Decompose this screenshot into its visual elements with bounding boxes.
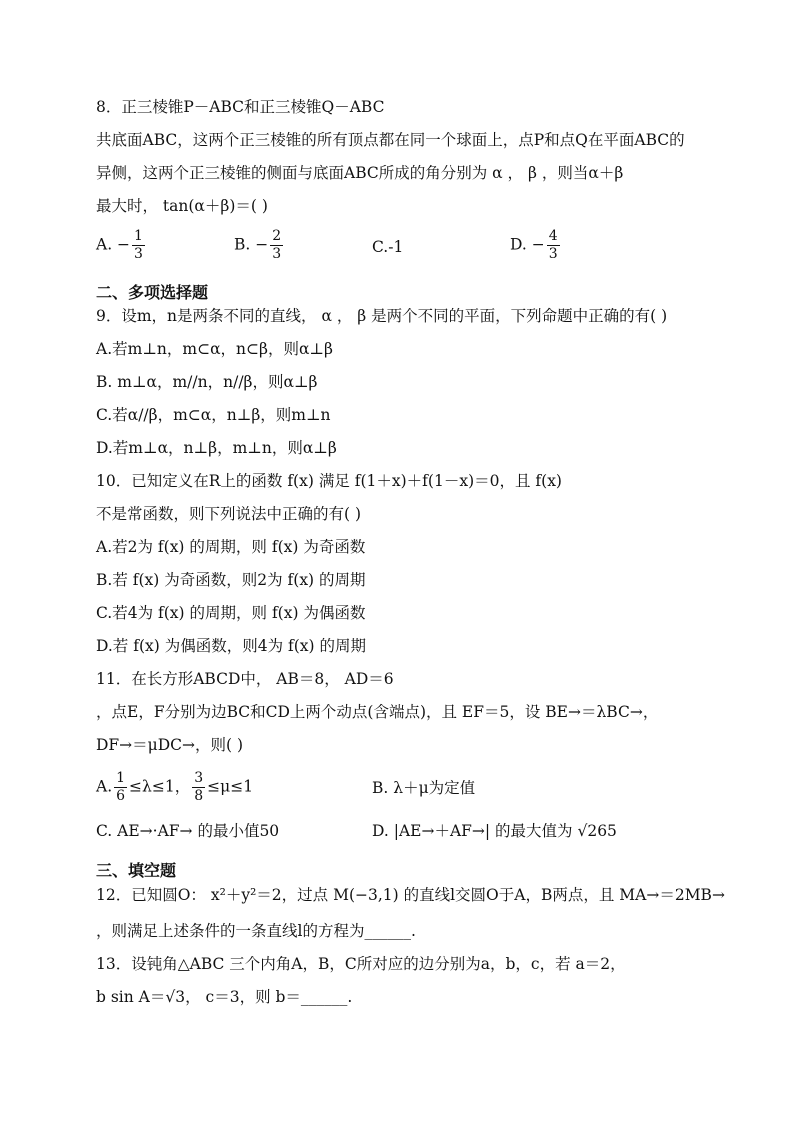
q11-option-d: D. |AE→＋AF→| 的最大值为 √265 xyxy=(372,822,617,840)
q8-line2: 共底面ABC，这两个正三棱锥的所有顶点都在同一个球面上，点P和点Q在平面ABC的 xyxy=(96,131,685,149)
q9-option-c: C.若α//β，m⊂α，n⊥β，则m⊥n xyxy=(96,406,331,424)
q13-line2: b sin A＝√3， c＝3，则 b＝______. xyxy=(96,988,353,1006)
fraction: $\frac{3}{8}$ xyxy=(194,770,204,804)
fraction: $\frac{1}{3}$ xyxy=(134,228,143,262)
q8-option-a: A. − $\frac{1}{3}$ xyxy=(96,228,143,262)
q10-option-a: A.若2为 f(x) 的周期，则 f(x) 为奇函数 xyxy=(96,538,366,556)
q11-option-a: A. $\frac{1}{6}$ ≤λ≤1， $\frac{3}{8}$ ≤μ≤1 xyxy=(96,770,254,804)
q9-option-b: B. m⊥α，m//n，n//β，则α⊥β xyxy=(96,373,318,391)
q10-option-d: D.若 f(x) 为偶函数，则4为 f(x) 的周期 xyxy=(96,637,367,655)
q10-stem-2: 不是常函数，则下列说法中正确的有( ) xyxy=(96,505,362,523)
q8-option-d: D. − $\frac{4}{3}$ xyxy=(510,228,558,262)
section-heading-fill-blank: 三、填空题 xyxy=(96,861,177,880)
q10-option-b: B.若 f(x) 为奇函数，则2为 f(x) 的周期 xyxy=(96,571,366,589)
q8-option-b: B. − $\frac{2}{3}$ xyxy=(234,228,282,262)
q12-line2: ，则满足上述条件的一条直线l的方程为______. xyxy=(96,922,416,940)
q8-line1: 8．正三棱锥P－ABC和正三棱锥Q－ABC xyxy=(96,98,385,116)
q8-option-c: C.-1 xyxy=(372,238,404,256)
fraction: $\frac{2}{3}$ xyxy=(272,228,282,262)
q12-line1: 12．已知圆O： x²＋y²＝2，过点 M(−3,1) 的直线l交圆O于A，B两点，且 MA→＝2MB→ xyxy=(96,886,725,904)
q11-option-b: B. λ＋μ为定值 xyxy=(372,779,476,797)
fraction: $\frac{4}{3}$ xyxy=(548,228,558,262)
q11-option-c: C. AE→·AF→ 的最小值50 xyxy=(96,822,280,840)
q13-line1: 13．设钝角△ABC 三个内角A，B，C所对应的边分别为a，b，c，若 a＝2， xyxy=(96,955,626,973)
q11-stem-2: ，点E，F分别为边BC和CD上两个动点(含端点)，且 EF＝5，设 BE→＝λBC→， xyxy=(96,703,659,721)
q9-option-d: D.若m⊥α，n⊥β，m⊥n，则α⊥β xyxy=(96,439,337,457)
q11-stem-1: 11．在长方形ABCD中， AB＝8， AD＝6 xyxy=(96,670,394,688)
q9-stem: 9．设m，n是两条不同的直线， α ， β 是两个不同的平面，下列命题中正确的有( ) xyxy=(96,307,668,325)
q10-stem-1: 10．已知定义在R上的函数 f(x) 满足 f(1＋x)＋f(1－x)＝0，且 f(x) xyxy=(96,472,562,490)
fraction: $\frac{1}{6}$ xyxy=(116,770,126,804)
q8-line3: 异侧，这两个正三棱锥的侧面与底面ABC所成的角分别为 α ， β ，则当α＋β xyxy=(96,164,624,182)
q9-option-a: A.若m⊥n，m⊂α，n⊂β，则α⊥β xyxy=(96,340,333,358)
q10-option-c: C.若4为 f(x) 的周期，则 f(x) 为偶函数 xyxy=(96,604,366,622)
q8-line4: 最大时， tan(α＋β)＝( ) xyxy=(96,197,268,215)
q11-stem-3: DF→＝μDC→，则( ) xyxy=(96,736,244,754)
section-heading-multi-choice: 二、多项选择题 xyxy=(96,283,209,302)
